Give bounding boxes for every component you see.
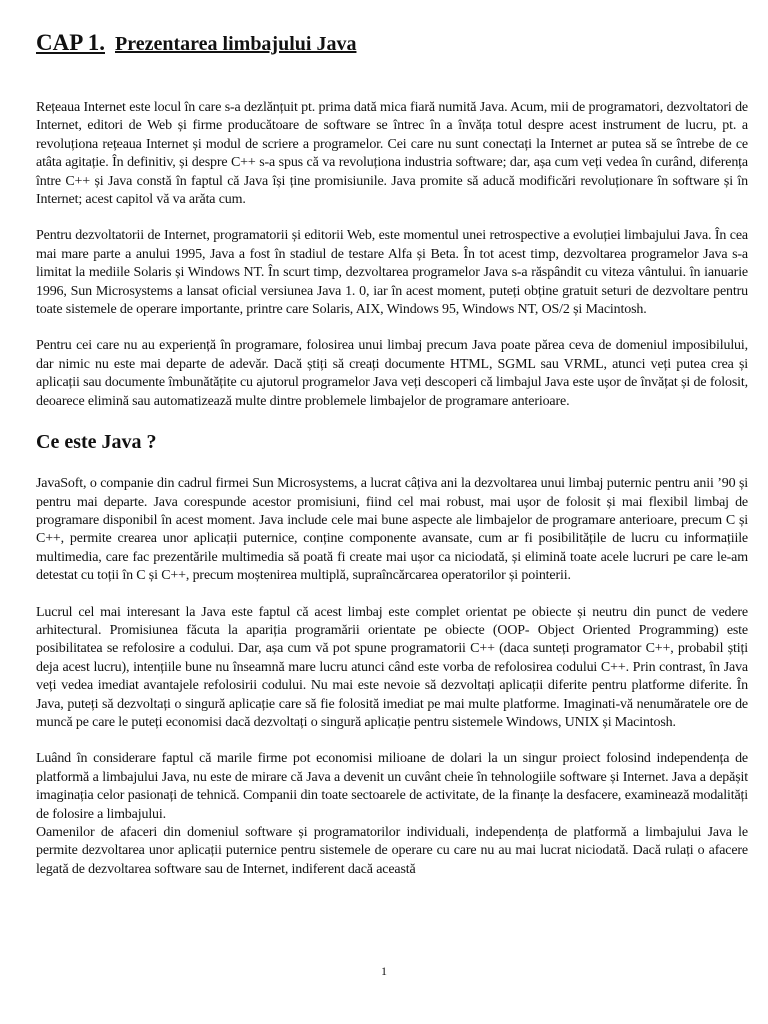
section-heading: Ce este Java ? xyxy=(36,431,157,454)
intro-paragraph-2: Pentru dezvoltatorii de Internet, programatorii și editorii Web, este momentul unei retrospective a evoluției limbajului Java. În cea mai mare parte a anului 1995, Java a fost în stadiul de testare Alfa și Beta. În tot acest timp, dezvoltarea programelor Java s-a limitat la mediile Solaris și Windows NT. În scurt timp, dezvoltarea programelor Java s-a răspândit cu viteza vântului. în ianuarie 1996, Sun Microsystems a lansat oficial versiunea Java 1. 0, iar în acest moment, puteți obține gratuit seturi de dezvoltare pentru toate sistemele de operare importante, printre care Solaris, AIX, Windows 95, Windows NT, OS/2 și Macintosh. xyxy=(36,228,748,318)
chapter-heading xyxy=(36,28,748,59)
section-paragraph-3: Luând în considerare faptul că marile firme pot economisi milioane de dolari la un singur proiect folosind independența de platformă a limbajului Java, nu este de mirare că Java a devenit un cuvânt cheie în tehnologiile software și Internet. Java a depășit imaginația celor pasionați de tehnică. Companii din toate sectoarele de activitate, de la finanțe la desfacere, examinează modalități de folosire a limbajului. xyxy=(36,751,748,822)
section-paragraph-4: Oamenilor de afaceri din domeniul software și programatorilor individuali, independența de platformă a limbajului Java le permite dezvoltarea unor aplicații puternice pentru sistemele de operare cu care nu au mai lucrat niciodată. Dacă rulați o afacere legată de dezvoltarea software sau de Internet, indiferent dacă această xyxy=(36,825,748,877)
section-paragraph-1: JavaSoft, o companie din cadrul firmei Sun Microsystems, a lucrat câțiva ani la dezvoltarea unui limbaj puternic pentru anii ’90 și pentru mai departe. Java corespunde acestor promisiuni, fiind cel mai robust, mai ușor de folosit și mai flexibil limbaj de programare disponibil în acest moment. Java include cele mai bune aspecte ale limbajelor de programare anterioare, precum C și C++, permite crearea unor aplicații puternice, conține componente avansate, cum ar fi posibilitățile de lucru cu informațiile multimedia, care fac prezentările multimedia să poată fi create mai ușor ca niciodată, și elimină toate acele lucruri pe care le-am detestat cu toții în C și C++, precum moștenirea multiplă, supraîncărcarea operatorilor și pointerii. xyxy=(36,476,748,584)
document-page xyxy=(36,28,748,879)
intro-paragraph-1: Rețeaua Internet este locul în care s-a dezlănțuit pt. prima dată mica fiară numită Java. Acum, mii de programatori, dezvoltatori de Internet, editori de Web și firme producătoare de software se întrec în a învăța totul despre acest instrument de lucru, pt. a revoluționa rețeaua Internet și modul de scriere a programelor. Cei care nu sunt conectați la Internet ar putea să se întrebe de ce atâta agitație. În definitiv, și despre C++ s-a spus că va revoluționa industria software; dar, așa cum veți vedea în curând, diferența între C++ și Java constă în faptul că Java își ține promisiunile. Java promite să aducă modificări revoluționare în software și în Internet; acest capitol vă va arăta cum. xyxy=(36,100,748,208)
page-number: 1 xyxy=(381,964,387,978)
section-paragraph-2: Lucrul cel mai interesant la Java este faptul că acest limbaj este complet orientat pe obiecte și neutru din punct de vedere arhitectural. Promisiunea făcuta la apariția programării orientate pe obiecte (OOP- Object Oriented Programming) este posibilitatea se refolosire a codului. Dar, așa cum vă pot spune programatorii C++ (daca sunteți programator C++, probabil știți deja acest lucru), intențiile bune nu înseamnă mare lucru atunci când este vorba de refolosirea codului C++. Prin contrast, în Java veți vedea imediat avantajele refolosirii codului. Nu mai este nevoie să dezvoltați aplicații diferite pentru platforme diferite. În Java, puteți să dezvoltați o singură aplicație care să fie folosită imediat pe mai multe platforme. Imaginati-vă nenumăratele ore de muncă pe care le puteți economisi dacă dezvoltați o singură aplicație pentru sistemele Windows, UNIX și Macintosh. xyxy=(36,604,748,730)
intro-paragraph-3: Pentru cei care nu au experiență în programare, folosirea unui limbaj precum Java poate părea ceva de domeniul imposibilului, dar nimic nu este mai departe de adevăr. Dacă știți să creați documente HTML, SGML sau VRML, atunci veți putea crea și aplicații sau documente îmbunătățite cu ajutorul programelor Java veți descoperi că limbajul Java este ușor de învățat și de folosit, deoarece elimină sau automatizează multe dintre problemele limbajelor de programare anterioare. xyxy=(36,338,748,409)
chapter-number: CAP 1. xyxy=(36,30,105,55)
chapter-title: Prezentarea limbajului Java xyxy=(115,33,357,55)
